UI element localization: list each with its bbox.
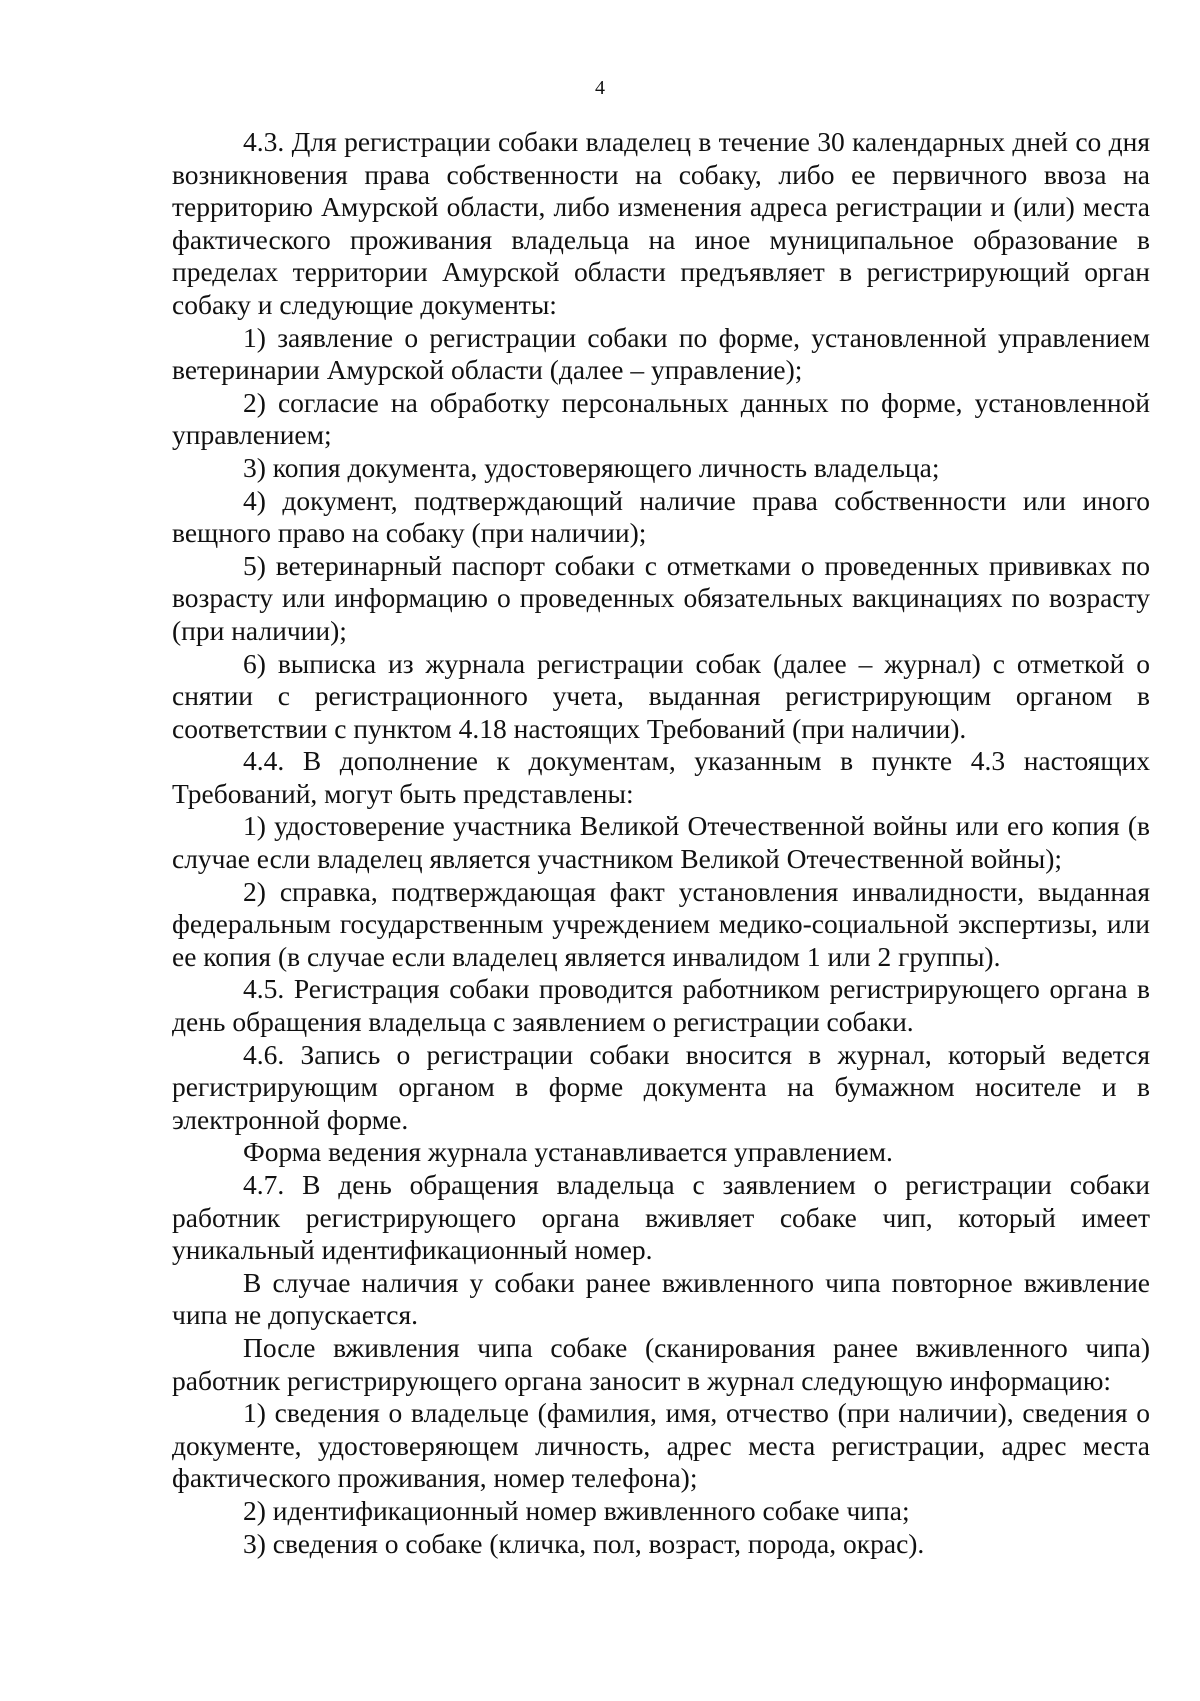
list-item-disability-certificate: 2) справка, подтверждающая факт установления инвалидности, выданная федеральным государственным учреждением медико-социальной экспертизы, или ее копия (в случае если владелец является инвалидом 1 или 2 группы). — [172, 875, 1150, 972]
paragraph-journal-form: Форма ведения журнала устанавливается управлением. — [243, 1136, 893, 1168]
page-number: 4 — [595, 77, 605, 99]
paragraph-existing-chip: В случае наличия у собаки ранее вживленного чипа повторное вживление чипа не допускается. — [172, 1266, 1150, 1331]
list-item-vet-passport: 5) ветеринарный паспорт собаки с отметками о проведенных прививках по возрасту или информацию о проведенных обязательных вакцинациях по возрасту (при наличии); — [172, 549, 1150, 646]
paragraph-after-chipping: После вживления чипа собаке (сканирования ранее вживленного чипа) работник регистрирующего органа заносит в журнал следующую информацию: — [172, 1331, 1150, 1396]
paragraph-4-4: 4.4. В дополнение к документам, указанным в пункте 4.3 настоящих Требований, могут быть представлены: — [172, 745, 1150, 809]
list-item-veteran-certificate: 1) удостоверение участника Великой Отечественной войны или его копия (в случае если владелец является участником Великой Отечественной войны); — [172, 810, 1150, 875]
list-item-journal-extract: 6) выписка из журнала регистрации собак (далее – журнал) с отметкой о снятии с регистрационного учета, выданная регистрирующим органом в соответствии с пунктом 4.18 настоящих Требований (при наличии). — [172, 647, 1150, 744]
paragraph-4-6: 4.6. Запись о регистрации собаки вносится в журнал, который ведется регистрирующим органом в форме документа на бумажном носителе и в электронной форме. — [172, 1038, 1150, 1135]
list-item-application: 1) заявление о регистрации собаки по форме, установленной управлением ветеринарии Амурской области (далее – управление); — [172, 321, 1150, 386]
paragraph-4-3: 4.3. Для регистрации собаки владелец в течение 30 календарных дней со дня возникновения права собственности на собаку, либо ее первичного ввоза на территорию Амурской области, либо изменения адреса регистрации и (или) места фактического проживания владельца на иное муниципальное образование в пределах территории Амурской области предъявляет в регистрирующий орган собаку и следующие документы: — [172, 126, 1150, 320]
list-item-dog-info: 3) сведения о собаке (кличка, пол, возраст, порода, окрас). — [243, 1527, 925, 1559]
document-body — [172, 126, 1150, 1560]
list-item-chip-number: 2) идентификационный номер вживленного собаке чипа; — [243, 1494, 910, 1526]
paragraph-4-7: 4.7. В день обращения владельца с заявлением о регистрации собаки работник регистрирующего органа вживляет собаке чип, который имеет уникальный идентификационный номер. — [172, 1169, 1150, 1266]
list-item-owner-info: 1) сведения о владельце (фамилия, имя, отчество (при наличии), сведения о документе, удостоверяющем личность, адрес места регистрации, адрес места фактического проживания, номер телефона); — [172, 1397, 1150, 1494]
paragraph-4-5: 4.5. Регистрация собаки проводится работником регистрирующего органа в день обращения владельца с заявлением о регистрации собаки. — [172, 973, 1150, 1038]
list-item-consent: 2) согласие на обработку персональных данных по форме, установленной управлением; — [172, 386, 1150, 451]
list-item-ownership-document: 4) документ, подтверждающий наличие права собственности или иного вещного право на собаку (при наличии); — [172, 484, 1150, 549]
list-item-id-copy: 3) копия документа, удостоверяющего личность владельца; — [243, 451, 940, 483]
